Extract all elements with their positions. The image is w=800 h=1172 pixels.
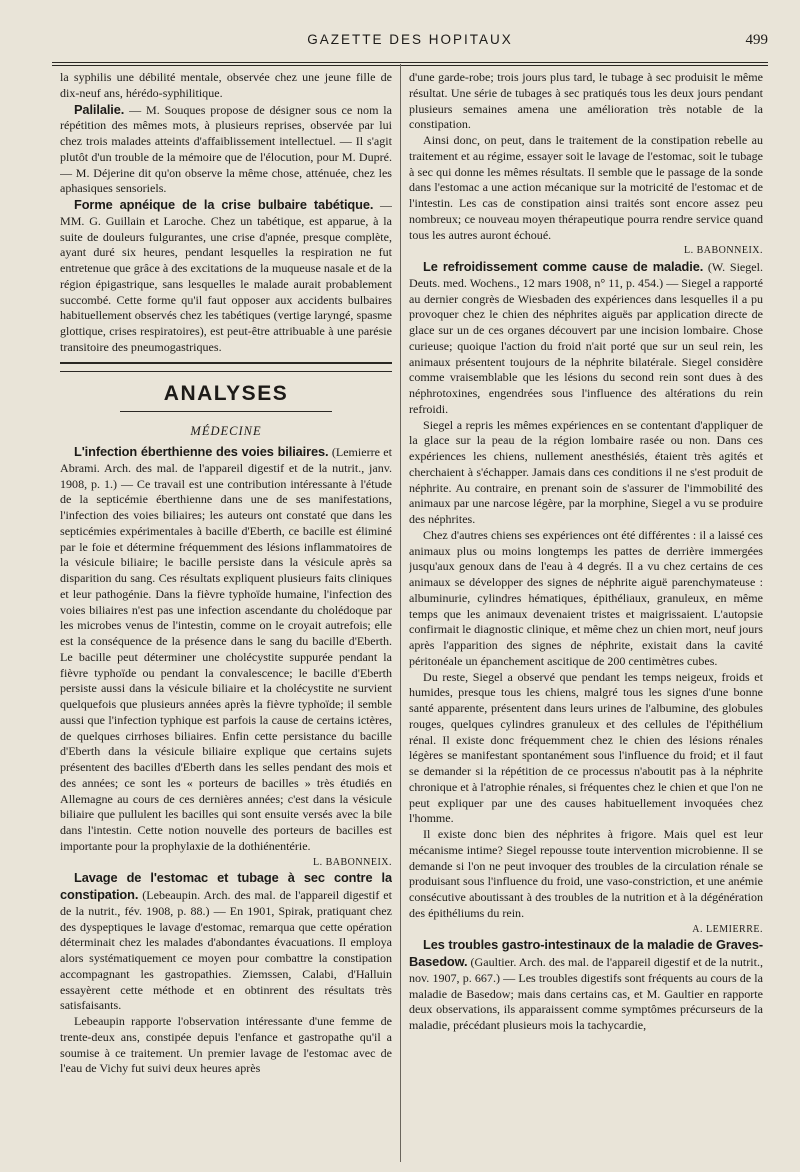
page-number: 499 [745,32,768,48]
troubles-ref: (Gaultier. Arch. des mal. de l'appareil digestif et de la nutrit., nov. 1907, p. 667.) [409,955,763,985]
troubles-body: — Les troubles digestifs sont fréquents au cours de la maladie de Basedow; mais dans certains cas, et M. Gaultier en rapporte deux observations, ils apparaissent comme symptômes précurseurs de la maladie, précédant plusieurs mois la tachycardie, [409,970,763,1032]
subsection-title: MÉDECINE [190,424,262,439]
section-title: ANALYSES [163,381,289,405]
refroid-paragraph [409,259,763,418]
lavage-paragraph [60,870,392,1014]
troubles-title: Les troubles gastro-intestinaux de la maladie de Graves-Basedow. [409,937,763,969]
ainsi-paragraph: Ainsi donc, on peut, dans le traitement de la constipation rebelle au traitement et au régime, essayer soit le lavage de l'estomac, soit le tubage à sec qui donne les mêmes résultats. Il semble que le passage de la sonde dans l'estomac a une action mécanique sur la motricité de l'estomac et de l'intestin. Les cas de constipation ainsi traités sont encore assez peu nombreux; ce nouveau moyen thérapeutique pourra rendre service quand tous les autres auront échoué. [409,133,763,242]
section-rule [120,411,332,412]
infection-paragraph [60,444,392,855]
section-separator [60,362,392,372]
forme-body: — MM. G. Guillain et Laroche. Chez un tabétique, est apparue, à la suite de douleurs fulgurantes, une crise d'apnée, presque complète, ayant duré six heures, pendant lesquelles la respiration ne fut entretenue que grâce à des excitations de la muqueuse nasale et de la région épigastrique, sans lesquelles le malade aurait probablement succombé. Cette forme qu'il faut opposer aux accidents bulbaires habituellement observés chez les tabétiques (vertige laryngé, spasme glottique, crises respiratoires), est peut-être attribuable à une parésie transitoire des pneumogastriques. [60,198,392,354]
refroid-paragraph-3: Chez d'autres chiens ses expériences ont été différentes : il a laissé ces animaux plus ou moins longtemps les pattes de derrière immergées jusqu'aux genoux dans de l'eau à 4 degrés. Il a vu chez certains de ces animaux se développer des signes de néphrite aiguë parenchymateuse : albuminurie, cylindres hématiques, épithéliaux, granuleux, en même temps que les animaux devenaient tristes et maigrissaient. L'autopsie confirmait le diagnostic clinique, et même chez un chien mort, neuf jours après l'apparition des signes de néphrite, existait dans la cavité péritonéale un épanchement ascitique de 200 centimètres cubes. [409,527,763,668]
lavage-ref: (Lebeaupin. Arch. des mal. de l'appareil digestif et de la nutrit., fév. 1908, p. 88.) [60,888,392,918]
header-rule [52,62,768,63]
column-divider [400,64,401,1162]
refroid-paragraph-4: Du reste, Siegel a observé que pendant les temps neigeux, froids et humides, presque tous les chiens, malgré tous les signes d'une bonne santé apparente, présentent dans leurs urines de l'albumine, des globules rouges, quelques cylindres granuleux et des cellules de l'épithélium rénal. Il existe donc fréquemment chez le chien des lésions rénales légères se manifestant spontanément sous l'influence du froid; et il faut se demander si la répétition de ce processus n'aboutit pas à la néphrite chronique et à l'atrophie rénales, si fréquentes chez le chien et que l'on ne peut expliquer par une des causes habituellement invoquées chez l'homme. [409,669,763,826]
forme-paragraph [60,197,392,356]
right-column [409,70,763,1150]
signature: L. BABONNEIX. [684,245,763,257]
lavage-title: Lavage de l'estomac et tubage à sec contre la constipation. [60,870,392,902]
infection-ref: (Lemierre et Abrami. Arch. des mal. de l'appareil digestif et de la nutrit., janv. 1908, p. 1.) [60,445,392,491]
continuation-paragraph: d'une garde-robe; trois jours plus tard, le tubage à sec produisit le même résultat. Une série de tubages à sec pratiqués tous les deux jours pendant plusieurs semaines amena une amélioration très notable de la constipation. [409,70,763,132]
left-column [60,70,392,1150]
intro-paragraph: la syphilis une débilité mentale, observée chez une jeune fille de dix-neuf ans, hérédo-syphilitique. [60,70,392,100]
refroid-ref: (W. Siegel. Deuts. med. Wochens., 12 mars 1908, n° 11, p. 454.) [409,260,763,290]
signature: A. LEMIERRE. [692,923,763,935]
signature: L. BABONNEIX. [313,856,392,868]
refroid-paragraph-5: Il existe donc bien des néphrites à frigore. Mais quel est leur mécanisme intime? Siegel repousse toute intervention microbienne. Il se demande si l'on ne peut invoquer des troubles de la circulation rénale se produisant sous l'influence du froid, une vaso-constriction, et une anémie consécutive aboutissant à des troubles de la nutrition et à la dégénération des épithéliums du rein. [409,827,763,920]
header-rule [52,65,768,66]
palilalie-body: — M. Souques propose de désigner sous ce nom la répétition des mêmes mots, à plusieurs reprises, observée par lui chez trois malades atteints d'affaiblissement intellectuel. — Il s'agit plutôt d'un trouble de la mémoire que de l'élocution, pour M. Dupré. — M. Déjerine dit qu'on observe la même chose, atténuée, chez les aphasiques sensoriels. [60,102,392,196]
infection-body: — Ce travail est une contribution intéressante à l'étude de la septicémie éberthienne dans une de ses manifestations, l'infection des voies biliaires; les auteurs ont constaté que dans les septicémies expérimentales à bacille d'Eberth, ce bacille est éliminé par le foie et détermine fréquemment des lésions inflammatoires de la vésicule biliaire; le bacille persiste dans la vésicule après sa disparition du sang. Ces résultats expliquent plusieurs faits cliniques et leur pathogénie. Dans la fièvre typhoïde humaine, l'infection des voies biliaires n'est pas une infection ascendante du cholédoque par les microbes venus de l'intestin, comme on le croyait autrefois; elle est la conséquence de la présence dans le sang du bacille d'Eberth. Le bacille peut déterminer une cholécystite suppurée pendant la fièvre typhoïde ou pendant la convalescence; le bacille d'Eberth persiste aussi dans la vésicule biliaire et la cholécystite ne survient quelquefois que plusieurs années après la fièvre typhoïde; il semble aussi que l'infection typhique est parfois la cause de certains ictères, de quelques cirrhoses biliaires. Enfin cette persistance du bacille d'Eberth dans la vésicule biliaire explique que certains sujets présentent des bacilles d'Eberth dans les selles pendant des mois et des années; ce sont les « porteurs de bacilles » très étudiés en Allemagne au cours de ces dernières années; c'est dans la vésicule biliaire que pullulent les bacilles qui sont ensuite versés avec la bile dans l'intestin. Cette notion nouvelle des porteurs de bacilles est importante pour la prophylaxie de la dothiénentérie. [60,476,392,853]
running-title: GAZETTE DES HOPITAUX [307,32,513,47]
palilalie-title: Palilalie. [74,101,125,117]
troubles-paragraph [409,937,763,1034]
forme-title: Forme apnéique de la crise bulbaire tabétique. [74,197,374,212]
palilalie-paragraph [60,102,392,198]
refroid-paragraph-2: Siegel a repris les mêmes expériences en se contentant d'appliquer de la glace sur la peau de la région lombaire rasée ou non. Dans ces expériences les chiens, nullement anesthésiés, étaient très agités et cherchaient à s'échapper. Jamais dans ces conditions il ne s'est produit de néphrite. Au contraire, en prenant soin de s'assurer de l'immobilité des animaux par une narcose légère, par la morphine, Siegel a vu se produire des néphrites. [409,417,763,526]
refroid-body: — Siegel a rapporté au dernier congrès de Wiesbaden des expériences dans lesquelles il a pu provoquer chez le chien des néphrites aiguës par application directe de glace sur un de ces organes découvert par une incision lombaire. Chose curieuse; quoique l'action du froid n'ait porté que sur un seul rein, les animaux présentent toujours de la néphrite bilatérale. Siegel considère comme vraisemblable que les lésions du second rein sont dues à des néphrotoxines, engendrées sous l'influence des altérations du rein refroidi. [409,275,763,416]
page-header [52,22,768,62]
refroid-title: Le refroidissement comme cause de maladie. [423,259,704,274]
infection-title: L'infection éberthienne des voies biliaires. [74,444,329,459]
lavage-paragraph-2: Lebeaupin rapporte l'observation intéressante d'une femme de trente-deux ans, constipée depuis l'enfance et gastropathe qu'il a soumise à ce traitement. Un premier lavage de l'estomac avec de l'eau de Vichy fut suivi deux heures après [60,1014,392,1076]
lavage-body: — En 1901, Spirak, pratiquant chez des dyspeptiques le lavage d'estomac, remarqua que cette opération déterminait chez les malades d'abondantes évacuations. Il employa alors systématiquement ce moyen pour combattre la constipation accompagnant les gastropathies. Ziemssen, Calabi, d'Halluin essayèrent cette méthode et en obtinrent des résultats très satisfaisants. [60,903,392,1013]
